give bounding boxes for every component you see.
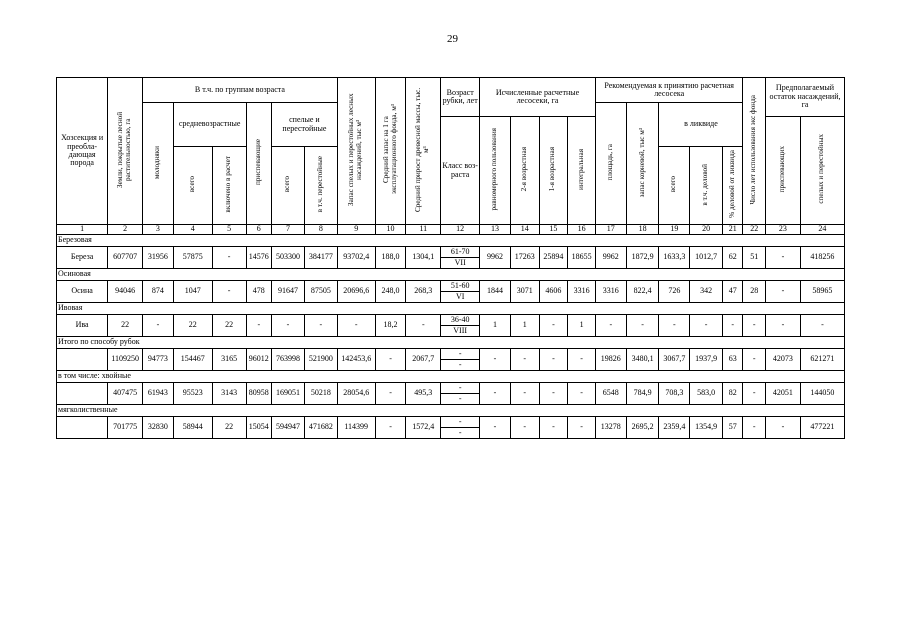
table-row (57, 417, 845, 439)
section-label-row (57, 405, 845, 417)
column-number-cell: 24 (800, 225, 844, 235)
table-cell: 503300 (272, 247, 305, 269)
table-cell: - (212, 247, 246, 269)
table-cell: - (539, 315, 568, 337)
table-cell: - (765, 281, 800, 303)
column-number-cell: 12 (441, 225, 480, 235)
table-cell: 471682 (304, 417, 337, 439)
table-cell: Ива (57, 315, 108, 337)
table-cell: 58965 (800, 281, 844, 303)
section-label: Березовая (57, 235, 845, 247)
table-cell: 478 (246, 281, 272, 303)
header-cut-integral: интегральная (568, 117, 596, 225)
table-cell: 1 (510, 315, 539, 337)
table-cell: 3480,1 (626, 349, 659, 371)
table-cell: - (743, 383, 766, 405)
section-label: в том числе: хвойные (57, 371, 845, 383)
table-cell: 15054 (246, 417, 272, 439)
table-cell: 18,2 (375, 315, 406, 337)
table-cell: 3143 (212, 383, 246, 405)
age-class-value: VII (454, 258, 466, 267)
column-number-cell: 4 (173, 225, 212, 235)
cut-age-value: 51-60 (441, 282, 479, 292)
table-cell: Осина (57, 281, 108, 303)
column-number-cell: 22 (743, 225, 766, 235)
header-business-pct: % деловой от ликвида (722, 147, 742, 225)
table-cell: 1872,9 (626, 247, 659, 269)
table-cell: - (800, 315, 844, 337)
section-label: Осиновая (57, 269, 845, 281)
age-class-value: - (458, 360, 462, 369)
header-cut-uniform: равномерного пользования (480, 117, 511, 225)
table-cell: - (659, 315, 690, 337)
table-cell: 22 (173, 315, 212, 337)
table-cell: 94046 (108, 281, 143, 303)
table-cell: 82 (722, 383, 742, 405)
header-middle-incl: включено в расчет (212, 147, 246, 225)
table-cell: 621271 (800, 349, 844, 371)
table-row (57, 383, 845, 405)
section-label-row (57, 371, 845, 383)
header-cut-age: Возраст рубки, лет (441, 78, 480, 117)
column-number-cell: 17 (595, 225, 626, 235)
table-cell (57, 383, 108, 405)
column-number-cell: 15 (539, 225, 568, 235)
table-cell: - (212, 281, 246, 303)
table-cell: - (480, 417, 511, 439)
column-numbers-row (57, 225, 845, 235)
column-number-cell: 10 (375, 225, 406, 235)
table-cell: 583,0 (690, 383, 723, 405)
table-cell: 50218 (304, 383, 337, 405)
table-cell: 28054,6 (337, 383, 375, 405)
header-calc-cuts: Исчисленные расчетные лесосеки, га (480, 78, 596, 117)
section-label-row (57, 303, 845, 315)
header-remaining: Предполагаемый остаток насаждений, га (765, 78, 844, 117)
column-number-cell: 5 (212, 225, 246, 235)
table-row (57, 315, 845, 337)
table-cell: 42051 (765, 383, 800, 405)
age-class-value: - (458, 428, 462, 437)
table-cell: 701775 (108, 417, 143, 439)
table-cell: 9962 (595, 247, 626, 269)
age-class-value: VIII (453, 326, 468, 335)
section-label: Ивовая (57, 303, 845, 315)
table-cell: 22 (212, 417, 246, 439)
table-cell: - (743, 315, 766, 337)
header-forest-section: Хозсекция и преобла-дающая порода (57, 78, 108, 225)
section-label-row (57, 337, 845, 349)
table-body (57, 235, 845, 439)
table-cell: 3067,7 (659, 349, 690, 371)
table-cell: 418256 (800, 247, 844, 269)
table-cell: 154467 (173, 349, 212, 371)
age-class-value: VI (455, 292, 465, 301)
table-cell: 1304,1 (406, 247, 441, 269)
table-cell: - (595, 315, 626, 337)
table-cell: 17263 (510, 247, 539, 269)
table-row (57, 247, 845, 269)
column-number-cell: 13 (480, 225, 511, 235)
age-class-cell (441, 281, 480, 303)
header-recommended: Рекомендуемая к принятию расчетная лесосека (595, 78, 743, 103)
cut-age-value: 36-40 (441, 316, 479, 326)
table-cell: - (337, 315, 375, 337)
table-cell: 25894 (539, 247, 568, 269)
table-cell: 407475 (108, 383, 143, 405)
table-cell: - (272, 315, 305, 337)
column-number-cell: 9 (337, 225, 375, 235)
table-cell: - (510, 383, 539, 405)
table-cell: 1633,3 (659, 247, 690, 269)
section-label-row (57, 235, 845, 247)
table-cell: 708,3 (659, 383, 690, 405)
age-class-value: - (458, 394, 462, 403)
table-cell: - (375, 417, 406, 439)
table-cell: 2359,4 (659, 417, 690, 439)
column-number-cell: 2 (108, 225, 143, 235)
cut-age-value: 61-70 (441, 248, 479, 258)
table-cell: 144050 (800, 383, 844, 405)
column-number-cell: 19 (659, 225, 690, 235)
column-number-cell: 11 (406, 225, 441, 235)
table-cell: 62 (722, 247, 742, 269)
table-cell: - (480, 383, 511, 405)
table-cell: - (539, 349, 568, 371)
table-cell: - (480, 349, 511, 371)
table-row (57, 349, 845, 371)
table-cell: 22 (212, 315, 246, 337)
table-cell: 91647 (272, 281, 305, 303)
header-covered-lands: Земли, покрытые лесной растительностью, га (108, 78, 143, 225)
table-cell: 1 (480, 315, 511, 337)
age-class-cell (441, 383, 480, 405)
table-cell: 22 (108, 315, 143, 337)
header-rem-premature: приспевающих (765, 117, 800, 225)
table-cell (57, 349, 108, 371)
header-young: молодняки (143, 103, 174, 225)
table-cell: - (568, 383, 596, 405)
column-number-cell: 23 (765, 225, 800, 235)
table-cell: 2695,2 (626, 417, 659, 439)
header-mature-total: всего (272, 147, 305, 225)
table-cell: 1047 (173, 281, 212, 303)
column-number-cell: 21 (722, 225, 742, 235)
table-cell: 3165 (212, 349, 246, 371)
forest-cutting-table (56, 77, 845, 439)
page-number: 29 (447, 33, 458, 45)
table-cell: 18655 (568, 247, 596, 269)
table-cell: 3316 (568, 281, 596, 303)
table-cell: 61943 (143, 383, 174, 405)
header-age-groups: В т.ч. по группам возраста (143, 78, 338, 103)
table-cell: 3071 (510, 281, 539, 303)
table-cell: 3316 (595, 281, 626, 303)
table-cell: Береза (57, 247, 108, 269)
table-cell: 57875 (173, 247, 212, 269)
table-cell: 32830 (143, 417, 174, 439)
table-cell: 726 (659, 281, 690, 303)
table-cell: 188,0 (375, 247, 406, 269)
table-cell: 521900 (304, 349, 337, 371)
cut-age-value: - (441, 384, 479, 394)
table-cell: 268,3 (406, 281, 441, 303)
table-cell: - (743, 349, 766, 371)
column-number-cell: 16 (568, 225, 596, 235)
table-cell: 93702,4 (337, 247, 375, 269)
header-age-class: Класс воз-раста (441, 117, 480, 225)
column-number-cell: 8 (304, 225, 337, 235)
table-cell (57, 417, 108, 439)
column-number-cell: 6 (246, 225, 272, 235)
table-cell: 94773 (143, 349, 174, 371)
table-cell: 20696,6 (337, 281, 375, 303)
table-cell: 594947 (272, 417, 305, 439)
table-cell: 2067,7 (406, 349, 441, 371)
header-mature-over: в т.ч. перестойные (304, 147, 337, 225)
table-cell: - (765, 247, 800, 269)
header-avg-stock: Средний запас на 1 га эксплуатационного фонда, м³ (375, 78, 406, 225)
header-cut-1st: 1-я возрастная (539, 117, 568, 225)
table-cell: 1937,9 (690, 349, 723, 371)
header-years-use: Число лет использования экс фонда (743, 78, 766, 225)
header-area: площадь, га (595, 103, 626, 225)
header-middle-total: всего (173, 147, 212, 225)
section-label: Итого по способу рубок (57, 337, 845, 349)
table-cell: 9962 (480, 247, 511, 269)
table-cell: 763998 (272, 349, 305, 371)
table-cell: 114399 (337, 417, 375, 439)
table-cell: - (375, 383, 406, 405)
table-cell: 342 (690, 281, 723, 303)
table-cell: 96012 (246, 349, 272, 371)
table-cell: 874 (143, 281, 174, 303)
table-cell: - (743, 417, 766, 439)
header-liquid-business: в т.ч. деловой (690, 147, 723, 225)
header-mature: спелые и перестойные (272, 103, 338, 147)
header-stock-mature: Запас спелых и перестойных лесных насаждений, тыс м³ (337, 78, 375, 225)
table-row (57, 281, 845, 303)
column-number-cell: 18 (626, 225, 659, 235)
table-cell: - (722, 315, 742, 337)
header-rem-mature: спелых и перестойных (800, 117, 844, 225)
table-cell: 63 (722, 349, 742, 371)
table-cell: - (375, 349, 406, 371)
table-cell: 80958 (246, 383, 272, 405)
header-cut-2nd: 2-я возрастная (510, 117, 539, 225)
table-cell: - (143, 315, 174, 337)
cut-age-value: - (441, 350, 479, 360)
table-cell: 784,9 (626, 383, 659, 405)
age-class-cell (441, 315, 480, 337)
table-cell: - (406, 315, 441, 337)
age-class-cell (441, 417, 480, 439)
table-cell: 13278 (595, 417, 626, 439)
table-cell: 495,3 (406, 383, 441, 405)
table-cell: 1572,4 (406, 417, 441, 439)
age-class-cell (441, 349, 480, 371)
cut-age-value: - (441, 418, 479, 428)
column-number-cell: 20 (690, 225, 723, 235)
table-cell: 1012,7 (690, 247, 723, 269)
table-cell: - (246, 315, 272, 337)
table-cell: 477221 (800, 417, 844, 439)
header-liquid-total: всего (659, 147, 690, 225)
table-cell: 822,4 (626, 281, 659, 303)
column-number-cell: 1 (57, 225, 108, 235)
table-cell: 1844 (480, 281, 511, 303)
table-cell: 95523 (173, 383, 212, 405)
table-cell: - (304, 315, 337, 337)
table-cell: 384177 (304, 247, 337, 269)
table-cell: - (765, 417, 800, 439)
table-cell: 142453,6 (337, 349, 375, 371)
age-class-cell (441, 247, 480, 269)
table-cell: 1 (568, 315, 596, 337)
table-cell: 51 (743, 247, 766, 269)
table-cell: 4606 (539, 281, 568, 303)
section-label: мягколиственные (57, 405, 845, 417)
table-cell: 1109250 (108, 349, 143, 371)
table-cell: 19826 (595, 349, 626, 371)
header-middle: средневозрастные (173, 103, 246, 147)
table-cell: 47 (722, 281, 742, 303)
table-cell: 57 (722, 417, 742, 439)
table-cell: - (510, 349, 539, 371)
table-cell: 169051 (272, 383, 305, 405)
table-cell: 42073 (765, 349, 800, 371)
table-cell: 31956 (143, 247, 174, 269)
header-avg-increment: Средний прирост древесной массы, тыс. м³ (406, 78, 441, 225)
table-cell: - (510, 417, 539, 439)
table-cell: - (539, 383, 568, 405)
header-stock-root: запас корневой, тыс м³ (626, 103, 659, 225)
header-liquid: в ликвиде (659, 103, 743, 147)
column-number-cell: 7 (272, 225, 305, 235)
table-cell: - (626, 315, 659, 337)
table-cell: 6548 (595, 383, 626, 405)
table-cell: 1354,9 (690, 417, 723, 439)
table-cell: - (690, 315, 723, 337)
table-cell: - (539, 417, 568, 439)
column-number-cell: 3 (143, 225, 174, 235)
section-label-row (57, 269, 845, 281)
table-cell: 28 (743, 281, 766, 303)
table-cell: 248,0 (375, 281, 406, 303)
table-cell: 87505 (304, 281, 337, 303)
table-cell: 14576 (246, 247, 272, 269)
table-cell: - (568, 349, 596, 371)
column-number-cell: 14 (510, 225, 539, 235)
table-cell: 58944 (173, 417, 212, 439)
table-cell: 607707 (108, 247, 143, 269)
header-premature: приспевающие (246, 103, 272, 225)
table-cell: - (765, 315, 800, 337)
table-cell: - (568, 417, 596, 439)
